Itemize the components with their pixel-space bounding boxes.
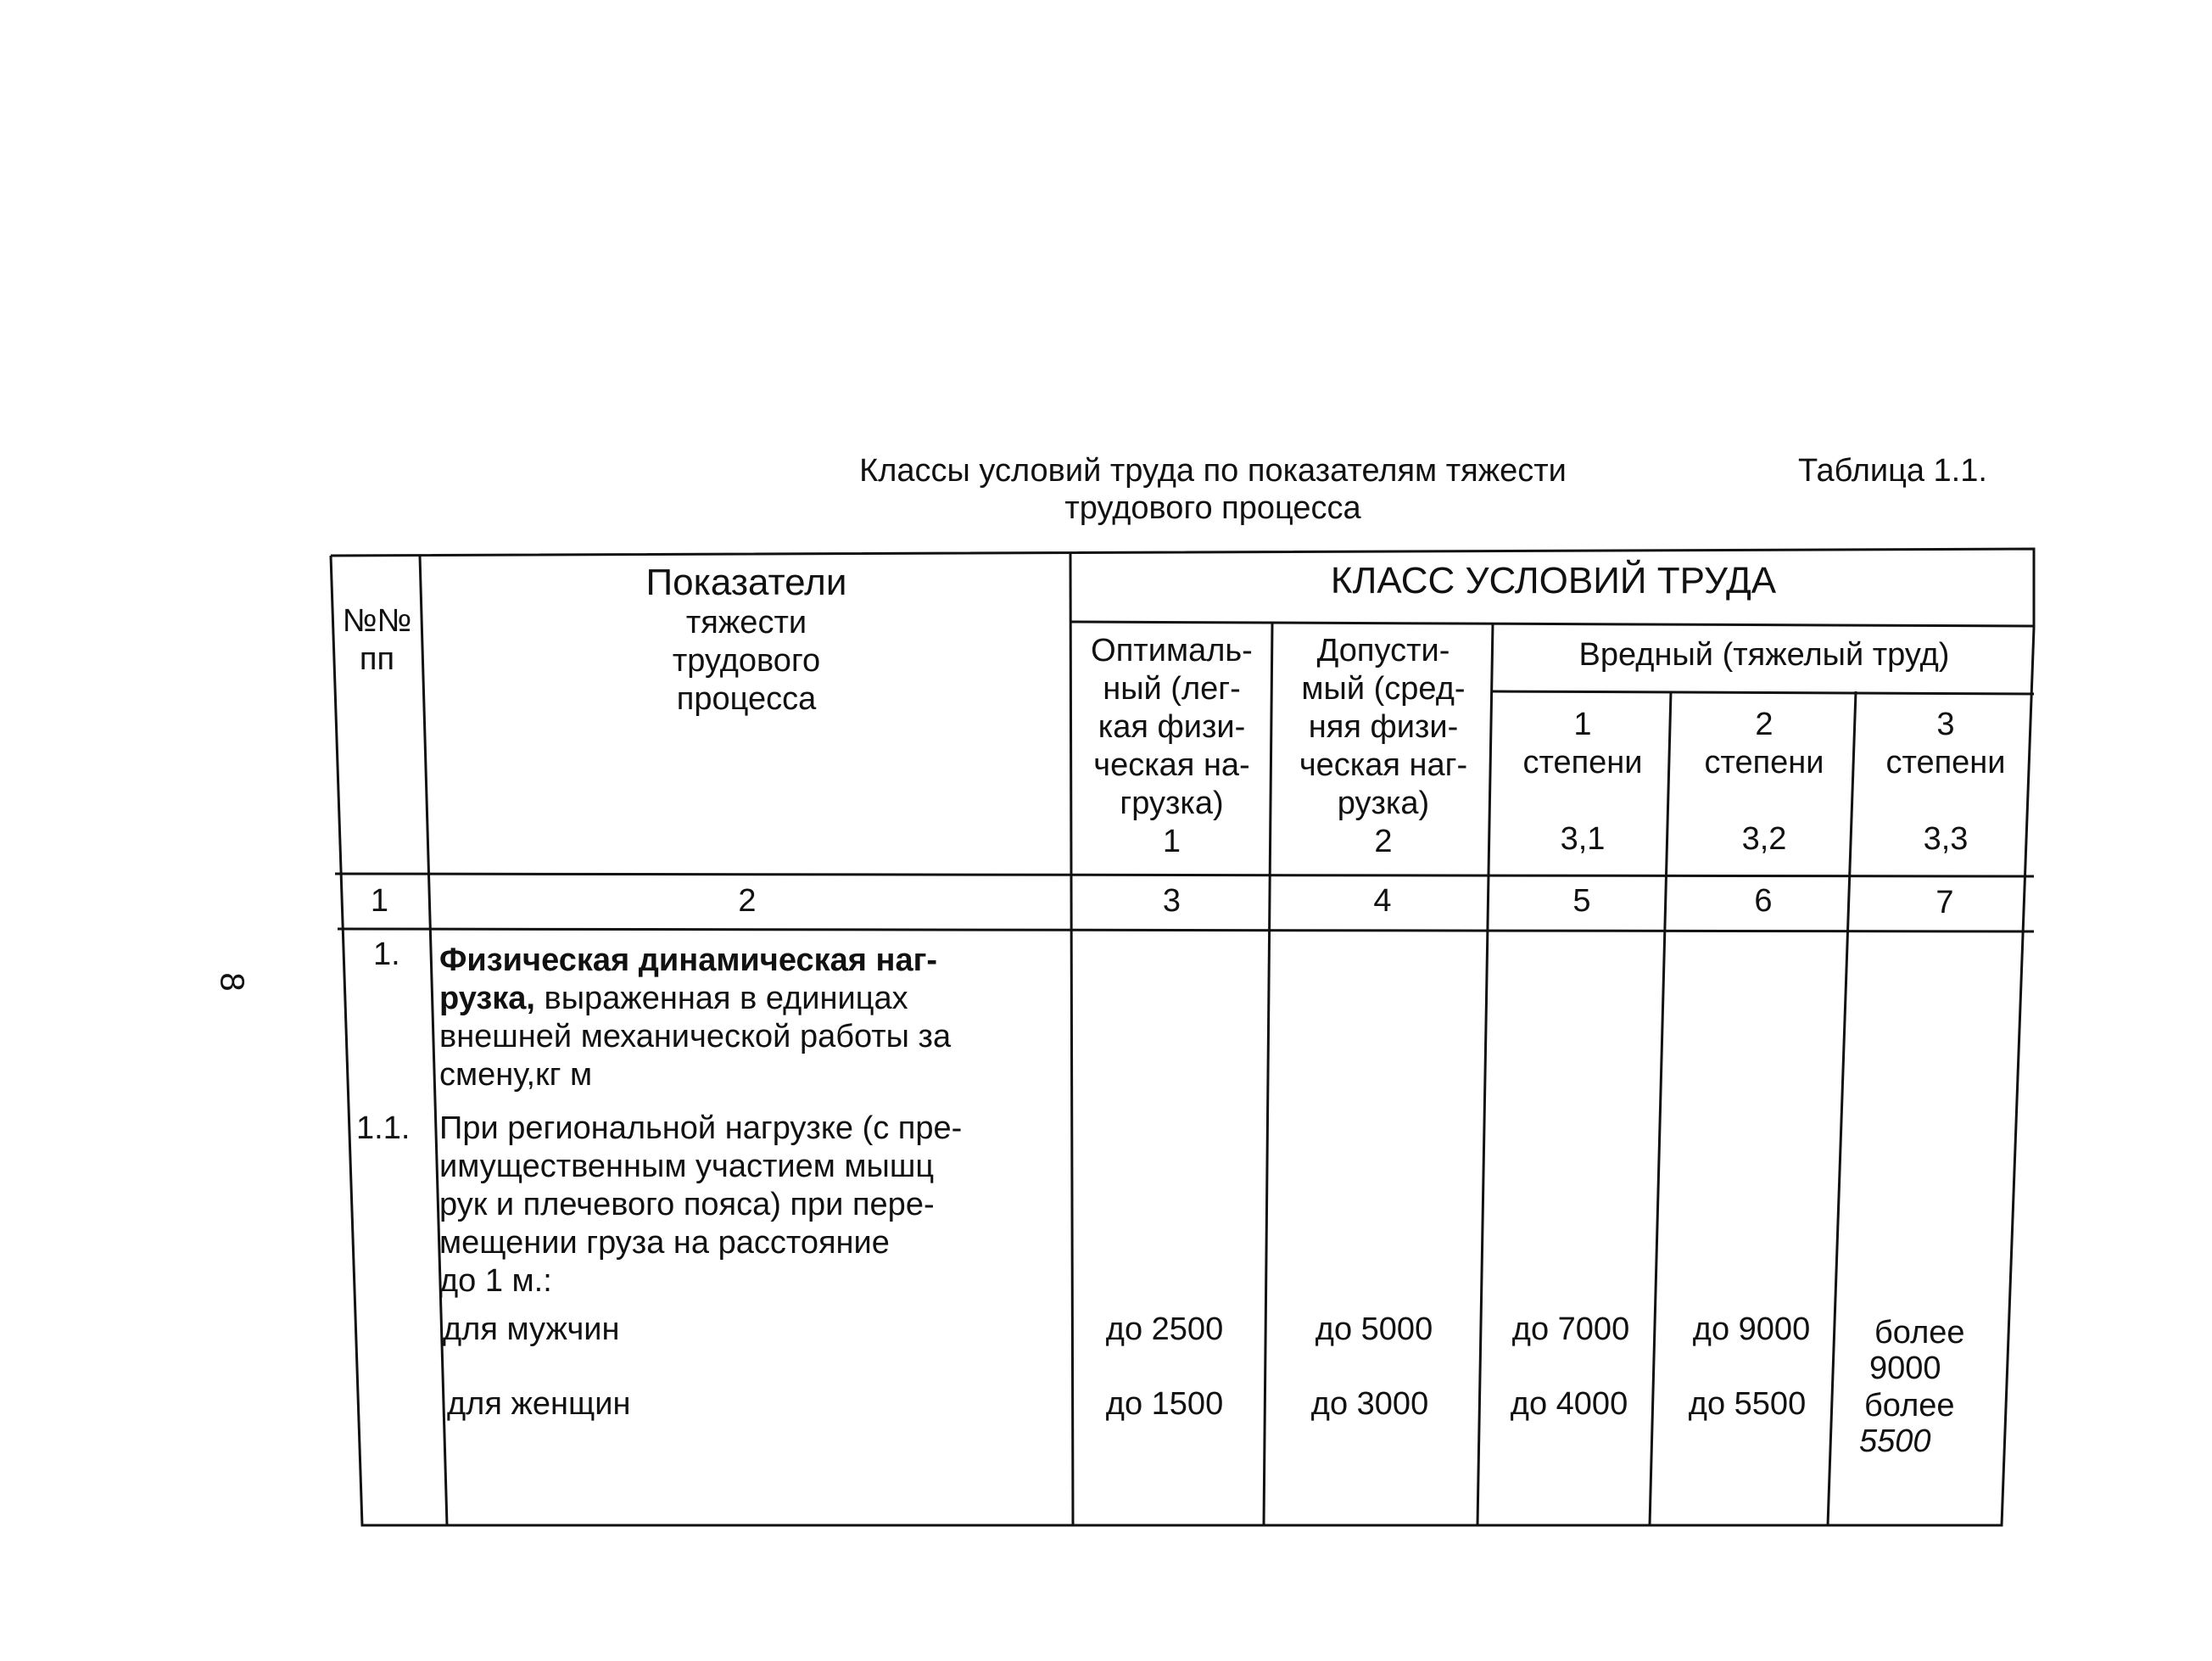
header-degree-2 bbox=[1673, 706, 1856, 858]
row-1-text bbox=[439, 942, 1067, 1094]
header-num-col bbox=[332, 602, 422, 679]
col-number: 7 bbox=[1936, 885, 1954, 920]
header-degree-3 bbox=[1857, 706, 2034, 858]
row-1-text-1: выраженная в единицах bbox=[534, 981, 908, 1016]
header-class-title: КЛАСС УСЛОВИЙ ТРУДА bbox=[1330, 560, 1777, 601]
women-value-more-line: более bbox=[1864, 1388, 1955, 1423]
degree-num: 3 bbox=[1936, 707, 1955, 742]
header-admissible-line: Допусти- bbox=[1316, 633, 1450, 668]
row-11-line: имущественным участием мышц bbox=[439, 1149, 935, 1184]
women-value: до 4000 bbox=[1510, 1386, 1628, 1422]
header-optimal-line: ческая на- bbox=[1093, 747, 1250, 783]
header-optimal-line: ный (лег- bbox=[1103, 671, 1241, 707]
men-label: для мужчин bbox=[443, 1311, 620, 1347]
degree-label: степени bbox=[1885, 745, 2006, 780]
header-admissible-line: ческая наг- bbox=[1299, 747, 1468, 783]
row-11-line: При региональной нагрузке (с пре- bbox=[439, 1110, 963, 1146]
header-optimal-line: Оптималь- bbox=[1091, 633, 1253, 668]
degree-num: 1 bbox=[1573, 707, 1592, 742]
men-value-more bbox=[1869, 1315, 1965, 1386]
header-optimal-line: кая физи- bbox=[1098, 709, 1246, 745]
row-11-line: до 1 м.: bbox=[439, 1263, 552, 1299]
grid-line bbox=[1070, 622, 2034, 626]
degree-code: 3,1 bbox=[1560, 821, 1606, 857]
row-11-line: рук и плечевого пояса) при пере- bbox=[439, 1187, 935, 1222]
women-value: до 1500 bbox=[1105, 1386, 1224, 1422]
women-value-more-line: 5500 bbox=[1859, 1423, 1931, 1459]
degree-code: 3,2 bbox=[1741, 821, 1787, 857]
men-value: до 7000 bbox=[1511, 1311, 1630, 1347]
row-1-num: 1. bbox=[373, 937, 400, 972]
header-admissible-line: рузка) bbox=[1337, 786, 1430, 821]
degree-label: степени bbox=[1704, 745, 1824, 780]
row-1-bold-2: рузка, bbox=[439, 981, 535, 1016]
header-degree-1 bbox=[1494, 706, 1671, 858]
degree-label: степени bbox=[1522, 745, 1643, 780]
col-number: 6 bbox=[1754, 883, 1773, 919]
header-optimal-line: грузка) bbox=[1120, 786, 1224, 821]
col-number: 1 bbox=[370, 883, 389, 919]
header-indicator-line: трудового bbox=[672, 643, 821, 679]
header-admissible bbox=[1274, 632, 1493, 861]
women-label: для женщин bbox=[447, 1386, 631, 1422]
row-11-text bbox=[439, 1110, 1084, 1300]
men-value-more-line: 9000 bbox=[1869, 1351, 1941, 1386]
header-indicator-line: тяжести bbox=[685, 605, 807, 640]
col-number: 5 bbox=[1572, 883, 1591, 919]
caption-line-2: трудового процесса bbox=[1064, 490, 1361, 526]
header-optimal-line: 1 bbox=[1162, 824, 1181, 859]
men-value: до 2500 bbox=[1105, 1311, 1224, 1347]
row-11-line: мещении груза на расстояние bbox=[439, 1225, 890, 1261]
header-indicator-col bbox=[424, 562, 1069, 719]
grid-line bbox=[1493, 691, 2034, 694]
col-number: 3 bbox=[1162, 883, 1181, 919]
men-value: до 5000 bbox=[1315, 1311, 1433, 1347]
header-indicator-line: процесса bbox=[676, 681, 817, 717]
col-number: 2 bbox=[738, 883, 757, 919]
table-label: Таблица 1.1. bbox=[1798, 453, 1987, 489]
header-num-line: №№ bbox=[342, 603, 412, 639]
degree-num: 2 bbox=[1755, 707, 1774, 742]
row-11-num: 1.1. bbox=[356, 1110, 411, 1146]
header-admissible-line: няя физи- bbox=[1308, 709, 1459, 745]
men-value-more-line: более bbox=[1874, 1315, 1965, 1351]
header-admissible-line: мый (сред- bbox=[1301, 671, 1466, 707]
women-value: до 3000 bbox=[1310, 1386, 1429, 1422]
row-1-bold: Физическая динамическая наг- bbox=[439, 942, 938, 978]
caption-line-1: Классы условий труда по показателям тяжести bbox=[859, 453, 1567, 489]
header-num-line: пп bbox=[359, 641, 395, 677]
row-1-text-3: смену,кг м bbox=[439, 1057, 593, 1093]
header-admissible-line: 2 bbox=[1374, 824, 1393, 859]
grid-line bbox=[338, 929, 2034, 931]
header-harmful-title: Вредный (тяжелый труд) bbox=[1578, 637, 1950, 673]
men-value: до 9000 bbox=[1692, 1311, 1811, 1347]
degree-code: 3,3 bbox=[1923, 821, 1969, 857]
col-number: 4 bbox=[1373, 883, 1392, 919]
women-value: до 5500 bbox=[1688, 1386, 1807, 1422]
header-optimal bbox=[1071, 632, 1272, 861]
women-value-more bbox=[1859, 1388, 1955, 1459]
page-number: 8 bbox=[213, 972, 251, 992]
header-indicator-line: Показатели bbox=[645, 562, 847, 603]
row-1-text-2: внешней механической работы за bbox=[439, 1019, 952, 1054]
grid-line bbox=[335, 874, 2034, 876]
